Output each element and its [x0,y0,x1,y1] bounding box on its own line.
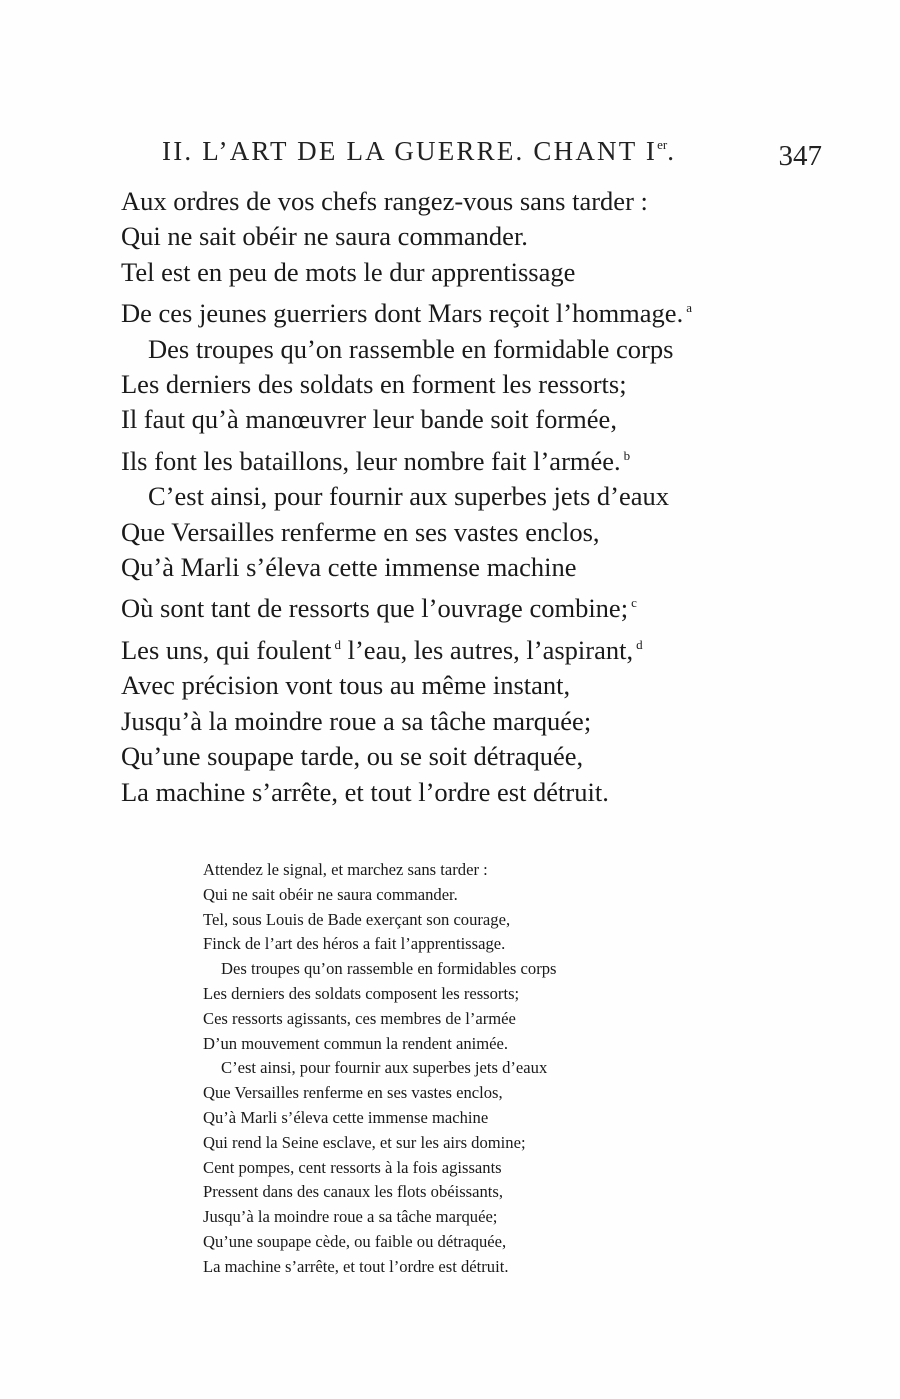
main-verse-line [121,332,761,367]
verse-text: Où sont tant de ressorts que l’ouvrage combine; [121,593,629,624]
footnote-marker[interactable]: d [636,636,643,652]
variant-verse-block [203,858,663,1280]
running-title-text: II. L’ART DE LA GUERRE. CHANT I [162,136,658,166]
main-verse-line [121,550,761,585]
main-verse-line [121,367,761,402]
verse-text: Que Versailles renferme en ses vastes enclos, [121,516,600,547]
main-verse-line [121,438,761,479]
verse-text: La machine s’arrête, et tout l’ordre est détruit. [121,776,609,807]
main-verse-line [121,515,761,550]
main-verse-line [121,255,761,290]
verse-text: Les derniers des soldats en forment les ressorts; [121,369,627,400]
main-verse-line [121,219,761,254]
main-verse-line [121,704,761,739]
main-verse-line [121,739,761,774]
footnote-marker[interactable]: d [334,636,341,652]
variant-verse-line: Jusqu’à la moindre roue a sa tâche marquée; [203,1207,498,1227]
variant-verse-line: Qui ne sait obéir ne saura commander. [203,884,458,904]
main-verse-line [121,479,761,514]
variant-verse-line: Tel, sous Louis de Bade exerçant son courage, [203,909,511,929]
verse-text: C’est ainsi, pour fournir aux superbes jets d’eaux [148,481,670,512]
variant-verse-line: Finck de l’art des héros a fait l’apprentissage. [203,934,506,954]
variant-verse-line: C’est ainsi, pour fournir aux superbes jets d’eaux [221,1058,548,1078]
page-number: 347 [778,140,822,172]
running-head [162,136,822,172]
verse-text-continued: l’eau, les autres, l’aspirant, [341,634,634,665]
running-title-period: . [667,136,677,166]
variant-verse-line: Ces ressorts agissants, ces membres de l’armée [203,1008,516,1028]
main-verse-line [121,585,761,626]
verse-text: Qu’une soupape tarde, ou se soit détraquée, [121,741,584,772]
main-verse-block [121,184,761,810]
variant-verse-line: Les derniers des soldats composent les ressorts; [203,983,520,1003]
main-verse-line [121,627,761,668]
main-verse-line [121,402,761,437]
footnote-marker[interactable]: c [631,595,637,611]
verse-text: Il faut qu’à manœuvrer leur bande soit formée, [121,404,617,435]
variant-verse-line: Pressent dans des canaux les flots obéissants, [203,1182,504,1202]
running-title-superscript: er [657,137,668,152]
variant-verse-line: Que Versailles renferme en ses vastes enclos, [203,1083,503,1103]
variant-verse-line: D’un mouvement commun la rendent animée. [203,1033,509,1053]
main-verse-line [121,290,761,331]
variant-verse-line: Des troupes qu’on rassemble en formidables corps [221,959,557,979]
verse-text: Ils font les bataillons, leur nombre fait l’armée. [121,445,621,476]
footnote-marker[interactable]: b [623,447,631,463]
variant-verse-line: Qu’à Marli s’éleva cette immense machine [203,1107,489,1127]
verse-text: Qu’à Marli s’éleva cette immense machine [121,552,577,583]
variant-verse-line: Attendez le signal, et marchez sans tarder : [203,860,488,879]
verse-text: Avec précision vont tous au même instant, [121,670,571,701]
verse-text: Tel est en peu de mots le dur apprentissage [121,256,576,287]
verse-text: Jusqu’à la moindre roue a sa tâche marquée; [121,705,592,736]
variant-verse-line: Qui rend la Seine esclave, et sur les airs domine; [203,1132,526,1152]
footnote-marker[interactable]: a [686,300,692,316]
verse-text: De ces jeunes guerriers dont Mars reçoit l’hommage. [121,298,684,329]
verse-text: Des troupes qu’on rassemble en formidable corps [148,333,674,364]
verse-text: Les uns, qui foulent [121,634,332,665]
running-title [162,136,676,167]
main-verse-line [121,668,761,703]
variant-verse-line: Cent pompes, cent ressorts à la fois agissants [203,1157,502,1177]
verse-text: Aux ordres de vos chefs rangez-vous sans tarder : [121,186,648,216]
verse-text: Qui ne sait obéir ne saura commander. [121,221,528,252]
variant-verse-line: La machine s’arrête, et tout l’ordre est détruit. [203,1256,509,1276]
main-verse-line [121,775,761,810]
variant-verse-line: Qu’une soupape cède, ou faible ou détraquée, [203,1231,507,1251]
main-verse-line [121,184,761,219]
